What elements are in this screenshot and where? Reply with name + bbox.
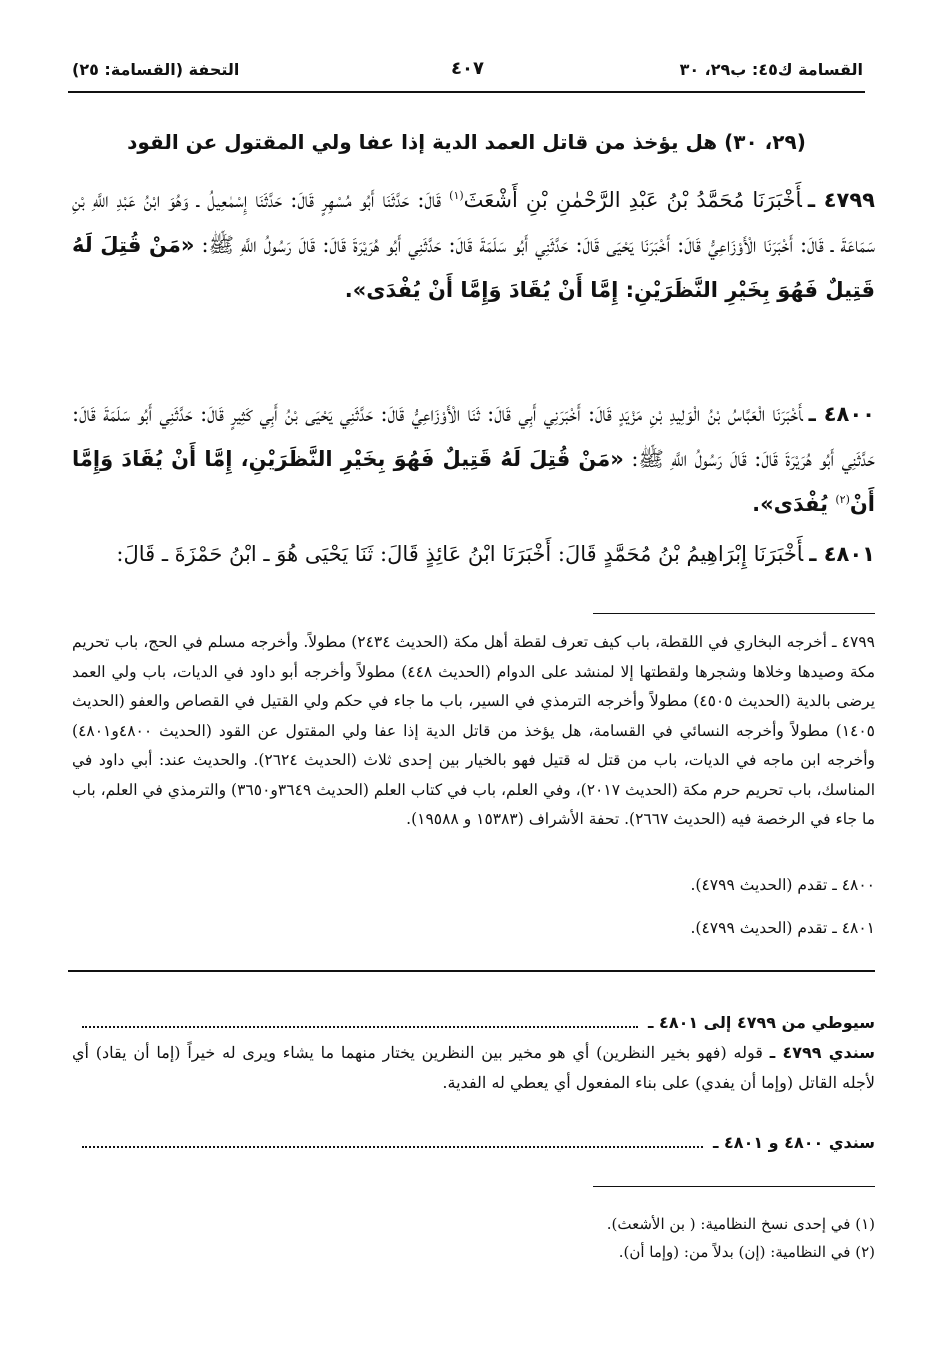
running-header bbox=[72, 56, 863, 86]
sindi-commentary-4800 bbox=[72, 1128, 875, 1158]
footnote-2: (٢) في النظامية: (إن) بدلاً من: (وإما أن). bbox=[618, 1243, 875, 1261]
takhrij-note-4799: ٤٧٩٩ ـ أخرجه البخاري في اللقطة، باب كيف تعرف لقطة أهل مكة (الحديث ٢٤٣٤) مطولاً. وأخرجه مسلم في الحج، باب تحريم مكة وصيدها وخلاها وشجرها ولقطتها إلا لمنشد على الدوام (الحديث ٤٤٨) مطولاً وأخرجه أبو داود في الديات، باب ولي العمد يرضى بالدية (الحديث ٤٥٠٥) مطولاً وأخرجه الترمذي في السير، باب ما جاء في حكم ولي القتيل في القصاص والعفو (الحديث ١٤٠٥) مطولاً وأخرجه النسائي في القسامة، هل يؤخذ من قاتل الدية إذا عفا ولي المقتول عن القود (الحديث ٤٨٠٠و٤٨٠١) وأخرجه ابن ماجه في الديات، باب من قتل له قتيل فهو بالخيار بين إحدى ثلاث (الحديث ٢٦٢٤). والحديث عند: أبي داود في المناسك، باب تحريم حرم مكة (الحديث ٢٠١٧)، وفي العلم، باب في كتاب العلم (الحديث ٣٦٤٩و٣٦٥٠) والترمذي في العلم، باب ما جاء في الرخصة فيه (الحديث ٢٦٦٧). تحفة الأشراف (١٥٣٨٣ و ١٩٥٨٨). bbox=[72, 633, 876, 828]
dotted-leader bbox=[82, 1146, 703, 1148]
hadith-isnad-continued: قَالَ: حَدَّثَنَا أَبُو مُسْهِرٍ قَالَ: حَدَّثَنَا إِسْمٰعِيلُ ـ وَهُوَ ابْنُ عَبْدِ اللَّهِ بْنِ سَمَاعَةَ ـ قَالَ: أَخْبَرَنَا الْأَوْزَاعِيُّ قَالَ: أَخْبَرَنَا يَحْيَى قَالَ: حَدَّثَنِي أَبُو سَلَمَةَ قَالَ: حَدَّثَنِي أَبُو هُرَيْرَةَ قَالَ: قَالَ رَسُولُ اللَّهِ ﷺ: bbox=[72, 188, 875, 257]
header-tuhfa-ref: التحفة (القسامة: ٢٥) bbox=[72, 60, 240, 79]
sindi-label: سندي ٤٧٩٩ ـ bbox=[769, 1043, 875, 1062]
footnote-marker: (١) bbox=[449, 189, 464, 202]
hadith-number: ٤٧٩٩ ـ bbox=[807, 188, 875, 212]
hadith-4800 bbox=[72, 392, 875, 527]
header-divider bbox=[68, 91, 865, 93]
footnotes-divider bbox=[593, 1186, 875, 1187]
chapter-title: (٢٩، ٣٠) هل يؤخذ من قاتل العمد الدية إذا عفا ولي المقتول عن القود bbox=[127, 130, 806, 154]
notes-divider bbox=[593, 613, 875, 614]
suyuti-heading bbox=[72, 1008, 875, 1038]
page-number: ٤٠٧ bbox=[451, 58, 484, 79]
header-chapter-ref: القسامة ك٤٥: ب٢٩، ٣٠ bbox=[679, 60, 863, 79]
hadith-4799 bbox=[72, 178, 875, 313]
hadith-isnad: أَخْبَرَنَا الْعَبَّاسُ بْنُ الْوَلِيدِ بْنِ مَزْيَدٍ قَالَ: أَخْبَرَنِي أَبِي قَالَ: ثَنَا الْأَوْزَاعِيُّ قَالَ: حَدَّثَنِي يَحْيَى بْنُ أَبِي كَثِيرٍ قَالَ: حَدَّثَنِي أَبُو سَلَمَةَ قَالَ: حَدَّثَنِي أَبُو هُرَيْرَةَ قَالَ: قَالَ رَسُولُ اللَّهِ ﷺ: bbox=[72, 402, 875, 471]
takhrij-note-4801: ٤٨٠١ ـ تقدم (الحديث ٤٧٩٩). bbox=[690, 919, 875, 937]
hadith-matn-end: يُفْدَى». bbox=[752, 492, 836, 516]
hadith-matn: «مَنْ قُتِلَ لَهُ قَتِيلٌ فَهُوَ بِخَيْرِ النَّظَرَيْنِ، إِمَّا أَنْ يُقَادَ وَإِمَّا أَنْ bbox=[72, 447, 875, 516]
hadith-isnad: أَخْبَرَنَا إِبْرَاهِيمُ بْنُ مُحَمَّدٍ قَالَ: أَخْبَرَنَا ابْنُ عَائِذٍ قَالَ: ثَنَا يَحْيَى هُوَ ـ ابْنُ حَمْزَةَ ـ قَالَ: bbox=[116, 542, 804, 566]
takhrij-note-4800: ٤٨٠٠ ـ تقدم (الحديث ٤٧٩٩). bbox=[690, 876, 875, 894]
hadith-number: ٤٨٠٠ ـ bbox=[808, 402, 875, 426]
dotted-leader bbox=[82, 1026, 638, 1028]
hadith-4801 bbox=[72, 532, 875, 577]
sindi-commentary-4799 bbox=[72, 1038, 875, 1098]
hadith-isnad: أَخْبَرَنَا مُحَمَّدُ بْنُ عَبْدِ الرَّحْمٰنِ بْنِ أَشْعَثَ bbox=[463, 188, 802, 212]
sindi2-heading bbox=[72, 1128, 875, 1158]
suyuti-heading-text: سيوطي من ٤٧٩٩ إلى ٤٨٠١ ـ bbox=[648, 1013, 875, 1032]
commentary-divider bbox=[68, 970, 875, 972]
hadith-matn: «مَنْ قُتِلَ لَهُ قَتِيلٌ فَهُوَ بِخَيْرِ النَّظَرَيْنِ: إِمَّا أَنْ يُقَادَ وَإِمَّا أَنْ يُفْدَى». bbox=[72, 233, 875, 302]
footnote-marker: (٢) bbox=[835, 493, 850, 506]
hadith-number: ٤٨٠١ ـ bbox=[809, 542, 875, 566]
suyuti-commentary bbox=[72, 1008, 875, 1098]
sindi2-heading-text: سندي ٤٨٠٠ و ٤٨٠١ ـ bbox=[712, 1133, 875, 1152]
footnotes bbox=[72, 1210, 875, 1266]
sindi-text: قوله (فهو بخير النظرين) أي هو مخير بين النظرين يختار منهما ما يشاء ويرى له خيراً (إما أن يقاد) أي لأجله القاتل (وإما أن يفدي) على بناء المفعول أي يعطي له الفدية. bbox=[72, 1043, 875, 1092]
footnote-1: (١) في إحدى نسخ النظامية: ( بن الأشعث). bbox=[606, 1215, 875, 1233]
